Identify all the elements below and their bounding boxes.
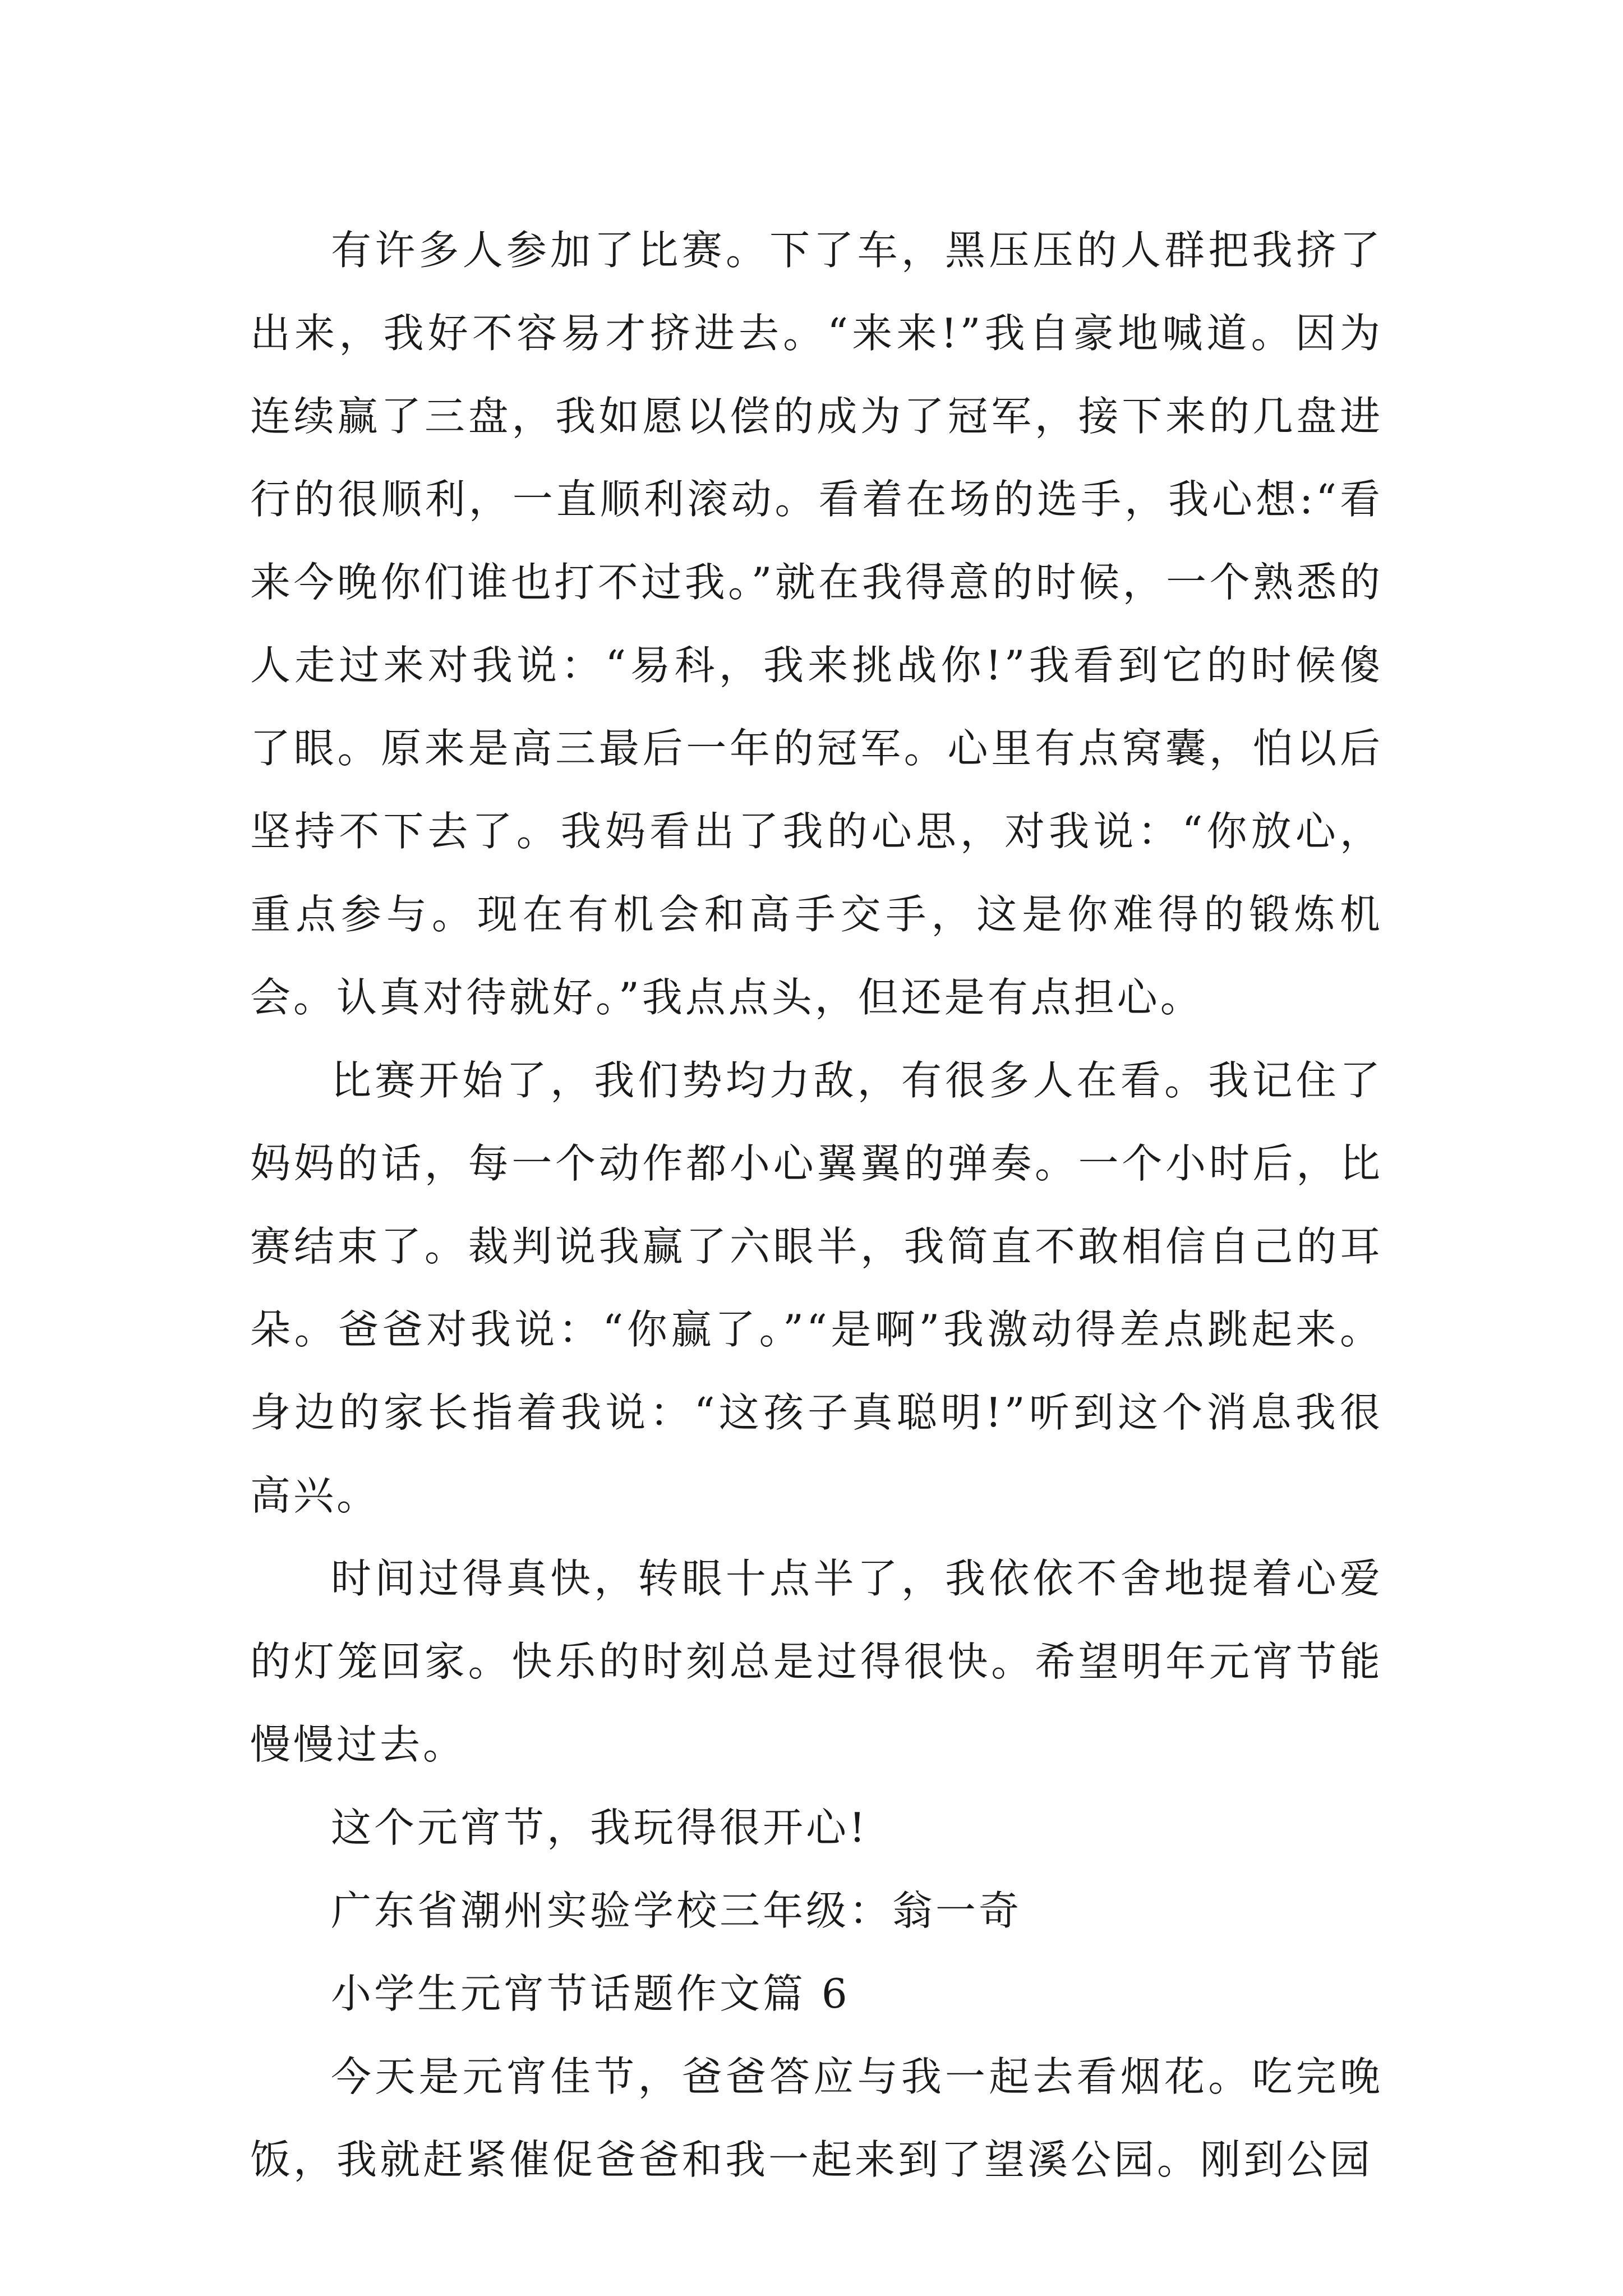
paragraph-essay-6-start: 今天是元宵佳节，爸爸答应与我一起去看烟花。吃完晚饭，我就赶紧催促爸爸和我一起来到了望溪公园。刚到公园 [250, 2053, 1383, 2183]
essay-heading: 小学生元宵节话题作文篇 6 [331, 1970, 850, 2017]
paragraph-match: 比赛开始了，我们势均力敌，有很多人在看。我记住了妈妈的话，每一个动作都小心翼翼的弹奏。一个小时后，比赛结束了。裁判说我赢了六眼半，我简直不敢相信自己的耳朵。爸爸对我说：“你赢了。”“是啊”我激动得差点跳起来。身边的家长指着我说：“这孩子真聪明!”听到这个消息我很高兴。 [250, 1057, 1383, 1519]
paragraph-going-home: 时间过得真快，转眼十点半了，我依依不舍地提着心爱的灯笼回家。快乐的时刻总是过得很快。希望明年元宵节能慢慢过去。 [250, 1555, 1383, 1768]
paragraph-conclusion: 这个元宵节，我玩得很开心! [331, 1804, 868, 1851]
author-line: 广东省潮州实验学校三年级：翁一奇 [331, 1887, 1022, 1934]
document-body [250, 209, 1383, 2201]
paragraph-competition: 有许多人参加了比赛。下了车，黑压压的人群把我挤了出来，我好不容易才挤进去。“来来!”我自豪地喊道。因为连续赢了三盘，我如愿以偿的成为了冠军，接下来的几盘进行的很顺利，一直顺利滚动。看着在场的选手，我心想:“看来今晚你们谁也打不过我。”就在我得意的时候，一个熟悉的人走过来对我说：“易科，我来挑战你!”我看到它的时候傻了眼。原来是高三最后一年的冠军。心里有点窝囊，怕以后坚持不下去了。我妈看出了我的心思，对我说：“你放心，重点参与。现在有机会和高手交手，这是你难得的锻炼机会。认真对待就好。”我点点头，但还是有点担心。 [250, 227, 1383, 1021]
